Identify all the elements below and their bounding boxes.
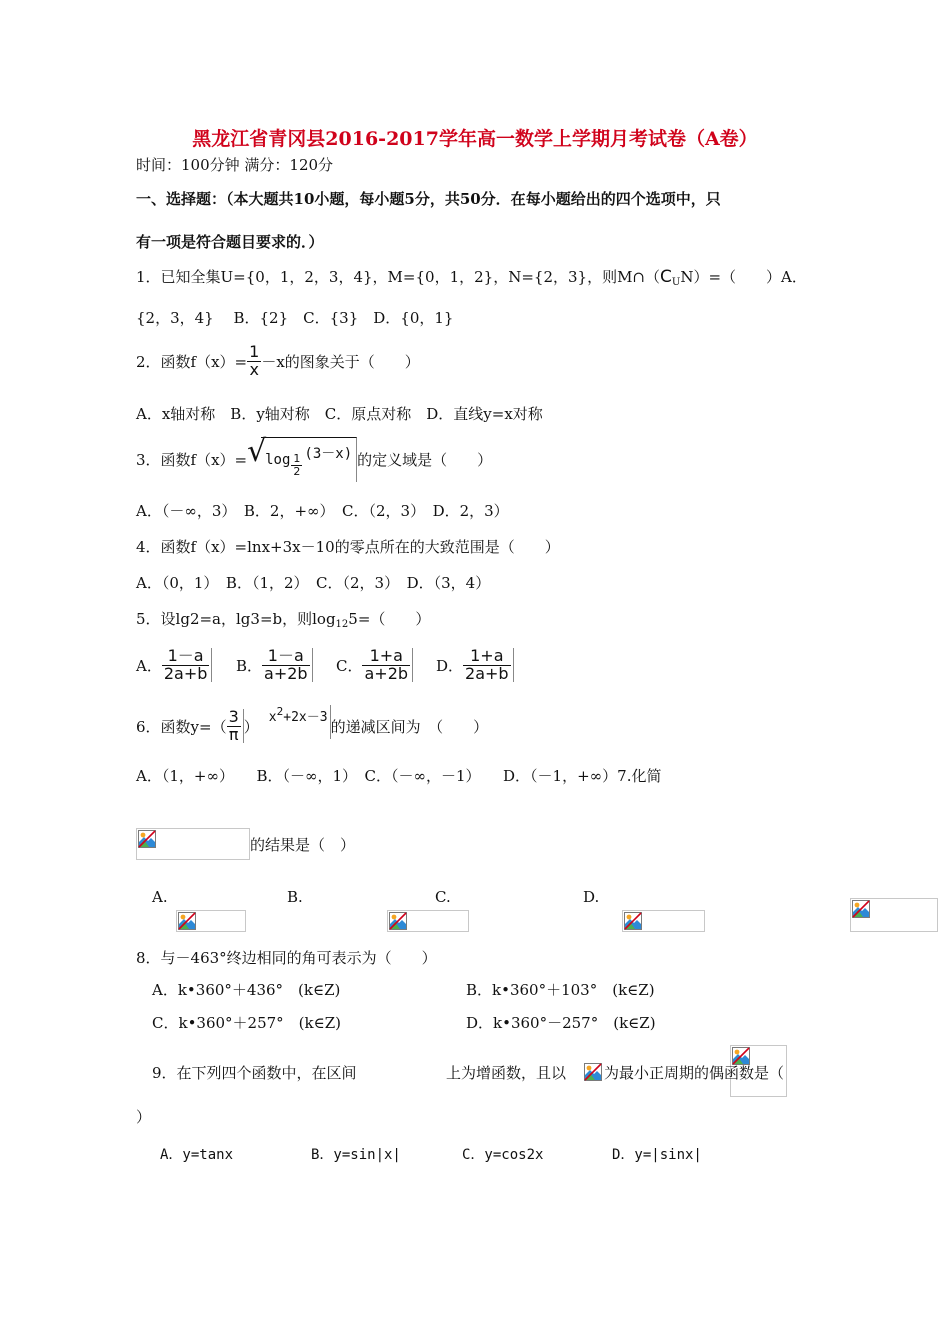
q6-options: A．（1，+∞） B．（－∞，1） C．（－∞，－1） D．（－1，+∞）7.化简 (136, 767, 662, 785)
q3-options: A．（－∞，3） B．2，+∞） C．（2，3） D．2，3） (136, 502, 509, 520)
q8-option-d: D．k•360°－257° (k∈Z) (466, 1014, 656, 1032)
q1-complement-sub: U (671, 277, 681, 288)
q7-option-d-image (850, 898, 938, 932)
q5-fraction-a (162, 645, 213, 683)
q7-label-c: C. (435, 888, 451, 906)
q5-label-c: C． (336, 656, 363, 675)
q5-den-d: 2a+b (465, 663, 509, 683)
q9-option-c: C．y=cos2x (462, 1147, 544, 1163)
q2-fraction (247, 341, 261, 379)
broken-image-icon (138, 830, 156, 848)
q8-option-b: B．k•360°＋103° (k∈Z) (466, 981, 655, 999)
q6-exponent (259, 705, 331, 739)
q5-options (136, 640, 536, 690)
q6-pre: 6．函数y=（ (136, 717, 227, 736)
q5-fraction-d (463, 645, 514, 683)
question-6 (136, 704, 488, 748)
q9-pre: 9．在下列四个函数中，在区间 (152, 1064, 357, 1082)
q6-fraction (227, 706, 244, 744)
q5-num-a: 1－a (162, 648, 210, 666)
q7-label-b: B. (287, 888, 303, 906)
section-heading-line2: 有一项是符合题目要求的．） (136, 233, 324, 251)
q5-option-d (436, 640, 514, 690)
q6-close: ） (243, 717, 259, 736)
q5-den-c: a+2b (364, 663, 409, 683)
q6-exp-rest: +2x－3 (283, 710, 328, 725)
q6-post: 的递减区间为 （ ） (330, 717, 489, 736)
question-4: 4．函数f（x）=lnx+3x－10的零点所在的大致范围是（ ） (136, 538, 560, 556)
q7-option-c (435, 888, 451, 906)
broken-image-icon (624, 912, 642, 930)
broken-image-icon (178, 912, 196, 930)
q3-radicand (261, 437, 357, 482)
question-7 (136, 828, 355, 860)
q6-den: π (228, 724, 239, 744)
q5-sub: 12 (335, 619, 349, 630)
q8-option-a: A．k•360°＋436° (k∈Z) (152, 981, 341, 999)
q6-exp-base: x (268, 710, 277, 725)
q7-expression-image (136, 828, 250, 860)
q6-num: 3 (228, 706, 239, 726)
q5-pre: 5．设lg2=a，lg3=b，则log (136, 610, 336, 628)
q3-sqrt (247, 433, 357, 482)
q7-post: 的结果是（ ） (250, 835, 356, 854)
broken-image-icon (584, 1063, 602, 1081)
exam-meta: 时间：100分钟 满分：120分 (136, 156, 334, 174)
q7-label-d: D. (583, 888, 600, 906)
q7-option-a (152, 888, 168, 906)
q3-arg: (3－x) (304, 445, 353, 462)
q3-post: 的定义域是（ ） (357, 450, 493, 469)
q1-text: 1．已知全集U={0，1，2，3，4}，M={0，1，2}，N={2，3}，则M∩（ (136, 268, 660, 286)
section-heading-line1: 一、选择题：（本大题共10小题，每小题5分，共50分．在每小题给出的四个选项中，只 (136, 190, 721, 208)
q9-mid: 上为增函数，且以 (446, 1064, 567, 1082)
q2-num: 1 (249, 341, 260, 361)
q2-options: A．x轴对称 B．y轴对称 C．原点对称 D．直线y=x对称 (136, 405, 543, 423)
q7-option-a-image (176, 910, 246, 932)
q9-option-b: B．y=sin|x| (311, 1147, 401, 1163)
question-3 (136, 434, 492, 484)
q7-option-d (583, 888, 599, 906)
q5-den-a: 2a+b (163, 663, 208, 683)
q5-den-b: a+2b (264, 663, 308, 683)
q5-num-b: 1－a (262, 648, 310, 666)
q1-complement-symbol: C (660, 267, 672, 287)
q9-period-image (584, 1062, 602, 1081)
q3-log: log (265, 451, 291, 468)
q5-option-b (236, 640, 313, 690)
q5-label-b: B． (236, 656, 263, 675)
q9-option-d: D．y=|sinx| (612, 1147, 702, 1163)
q2-den: x (249, 359, 259, 379)
q9-option-a: A．y=tanx (160, 1147, 234, 1163)
q5-num-d: 1+a (463, 648, 511, 666)
q9-post: 为最小正周期的偶函数是（ (604, 1064, 785, 1082)
question-8: 8．与－463°终边相同的角可表示为（ ） (136, 949, 437, 967)
question-1 (136, 266, 807, 288)
q7-option-c-image (622, 910, 705, 932)
q4-options: A．（0，1） B．（1，2） C．（2，3） D．（3，4） (136, 574, 491, 592)
broken-image-icon (852, 900, 870, 918)
q9-close: ） (136, 1108, 152, 1126)
q7-label-a: A. (152, 888, 168, 906)
q5-fraction-c (362, 645, 413, 683)
question-5 (136, 608, 430, 630)
broken-image-icon (389, 912, 407, 930)
q2-pre: 2．函数f（x）= (136, 352, 248, 371)
q3-pre: 3．函数f（x）= (136, 450, 248, 469)
q1-options: {2，3，4} B．{2} C．{3} D．{0，1} (136, 309, 454, 327)
page-title: 黑龙江省青冈县2016-2017学年高一数学上学期月考试卷（A卷） (192, 128, 758, 150)
q5-fraction-b (262, 645, 313, 683)
q3-log-num: 1 (293, 452, 301, 466)
q5-label-d: D． (436, 656, 464, 675)
q3-log-base (291, 453, 302, 477)
q5-num-c: 1+a (362, 648, 410, 666)
q6-exp-sup: 2 (276, 705, 284, 718)
q5-label-a: A． (136, 656, 162, 675)
q1-tail: N）=（ ）A． (680, 268, 807, 286)
q7-option-b-image (387, 910, 469, 932)
q8-option-c: C．k•360°＋257° (k∈Z) (152, 1014, 341, 1032)
radical-sign-icon: √ (247, 433, 267, 469)
question-2 (136, 341, 420, 381)
q2-post: －x的图象关于（ ） (261, 352, 420, 371)
q3-log-den: 2 (293, 465, 301, 478)
q5-post: 5=（ ） (348, 610, 431, 628)
q5-option-a (136, 640, 212, 690)
q7-option-b (287, 888, 303, 906)
q5-option-c (336, 640, 413, 690)
